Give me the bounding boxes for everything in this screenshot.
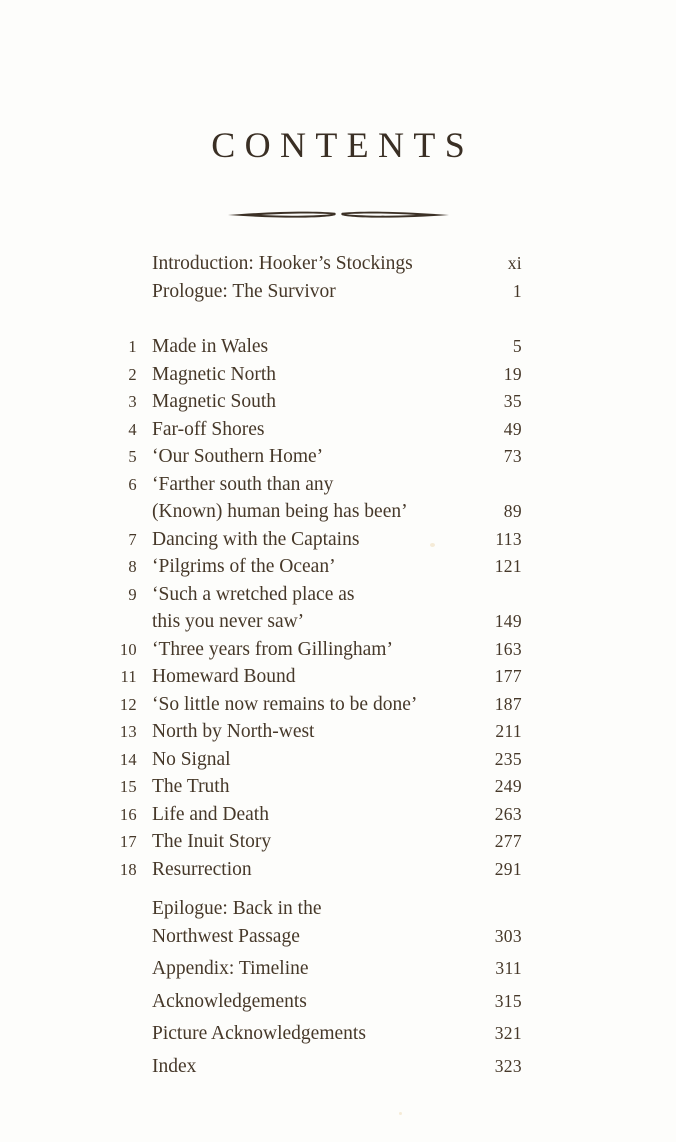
back-matter-entry [110, 955, 522, 983]
chapter-title [152, 718, 480, 746]
chapter-number: 14 [119, 749, 137, 769]
chapter-title [152, 691, 480, 719]
chapter-entry [110, 443, 522, 471]
entry-page-number: 121 [494, 556, 522, 576]
chapter-number: 2 [128, 364, 137, 384]
chapter-title-line: The Truth [152, 776, 230, 797]
chapter-entry [110, 416, 522, 444]
chapter-title [152, 553, 480, 581]
chapter-number: 8 [128, 557, 137, 576]
chapter-title-line: North by North-west [152, 721, 315, 742]
chapter-entry [110, 361, 522, 389]
chapter-number: 1 [128, 337, 137, 356]
chapter-entry [110, 333, 522, 361]
back-matter-entry [110, 1053, 522, 1081]
back-matter-entry [110, 988, 522, 1016]
entry-page-number: 113 [495, 528, 522, 549]
chapter-title-line: Made in Wales [152, 336, 269, 357]
entry-page-number: 303 [494, 925, 522, 946]
back-matter-entry [110, 1020, 522, 1048]
chapter-title [152, 828, 480, 856]
chapter-title-line: Life and Death [152, 803, 269, 825]
chapter-entry [110, 828, 522, 856]
entry-page-number: 163 [494, 638, 522, 659]
chapter-number: 11 [120, 667, 137, 686]
entry-page-number: 187 [494, 693, 522, 714]
entry-title-line: Northwest Passage [152, 925, 300, 947]
entry-page-number: 315 [494, 990, 522, 1011]
entry-page-number: 291 [494, 858, 522, 879]
chapter-entry [110, 801, 522, 829]
chapter-number: 13 [119, 722, 137, 741]
chapter-number: 4 [128, 419, 137, 439]
chapter-list [110, 333, 522, 883]
chapter-entry [110, 691, 522, 719]
chapter-title-line: Dancing with the Captains [152, 528, 360, 550]
spindle-rule-icon [227, 208, 450, 222]
entry-title-line: Appendix: Timeline [152, 958, 309, 979]
entry-page-number: 277 [494, 831, 522, 851]
entry-page-number: 311 [495, 958, 522, 978]
chapter-entry [110, 526, 522, 554]
chapter-title-line: ‘Pilgrims of the Ocean’ [152, 556, 336, 577]
entry-page-number: xi [507, 253, 522, 273]
chapter-title [152, 443, 489, 471]
chapter-number: 17 [119, 832, 137, 851]
entry-page-number: 5 [512, 336, 522, 356]
chapter-number: 15 [119, 777, 137, 796]
chapter-title [152, 333, 498, 361]
chapter-title-line: Magnetic North [152, 363, 277, 385]
chapter-title-line: (Known) human being has been’ [152, 501, 408, 522]
chapter-number: 5 [128, 447, 137, 466]
chapter-title [152, 471, 489, 526]
chapter-entry [110, 746, 522, 774]
chapter-title-line: ‘Such a wretched place as [152, 583, 355, 605]
chapter-number: 16 [119, 804, 137, 824]
page-title: CONTENTS [211, 125, 475, 165]
entry-title [152, 955, 309, 983]
entry-page-number: 35 [503, 391, 522, 411]
chapter-number: 10 [119, 639, 137, 659]
entry-page-number: 19 [503, 363, 522, 384]
chapter-number: 12 [119, 694, 137, 714]
chapter-entry [110, 471, 522, 526]
chapter-entry [110, 718, 522, 746]
chapter-title-line: ‘So little now remains to be done’ [152, 693, 418, 715]
front-matter-list [110, 250, 522, 305]
entry-title [152, 895, 322, 950]
entry-page-number: 89 [503, 501, 522, 521]
chapter-title-line: Magnetic South [152, 391, 277, 412]
entry-page-number: 149 [494, 611, 522, 631]
front-matter-entry [110, 278, 522, 306]
back-matter-entry [110, 895, 522, 950]
entry-page-number: 211 [495, 721, 522, 741]
chapter-title-line: ‘Farther south than any [152, 473, 334, 495]
entry-page-number: 263 [494, 803, 522, 824]
entry-title: Introduction: Hooker’s Stockings [152, 253, 413, 274]
chapter-title-line: ‘Three years from Gillingham’ [152, 638, 393, 660]
chapter-title [152, 801, 480, 829]
front-matter-entry [110, 250, 522, 278]
chapter-entry [110, 388, 522, 416]
chapter-entry [110, 636, 522, 664]
scan-speck [430, 543, 435, 547]
chapter-entry [110, 553, 522, 581]
entry-page-number: 177 [494, 666, 522, 686]
entry-page-number: 321 [494, 1023, 522, 1043]
scan-speck [399, 1112, 402, 1115]
chapter-number: 18 [119, 859, 137, 879]
chapter-title [152, 773, 480, 801]
entry-title-line: Acknowledgements [152, 990, 307, 1012]
chapter-entry [110, 856, 522, 884]
entry-title-line: Index [152, 1055, 197, 1077]
chapter-number: 3 [128, 392, 137, 411]
divider-ornament [227, 208, 450, 222]
chapter-title-line: this you never saw’ [152, 611, 305, 632]
chapter-title-line: The Inuit Story [152, 831, 272, 852]
chapter-title-line: Far-off Shores [152, 418, 265, 440]
chapter-title [152, 581, 480, 636]
chapter-title [152, 416, 489, 444]
chapter-number: 7 [128, 529, 137, 549]
entry-page-number: 73 [503, 446, 522, 466]
entry-page-number: 323 [494, 1055, 522, 1076]
entry-page-number: 235 [494, 748, 522, 769]
entry-title [152, 988, 307, 1016]
entry-page-number: 49 [503, 418, 522, 439]
chapter-title [152, 856, 480, 884]
chapter-title [152, 361, 489, 389]
chapter-entry [110, 663, 522, 691]
entry-title-line: Epilogue: Back in the [152, 898, 322, 919]
chapter-title [152, 526, 480, 554]
chapter-title-line: Homeward Bound [152, 666, 296, 687]
chapter-title-line: ‘Our Southern Home’ [152, 446, 324, 467]
entry-title: Prologue: The Survivor [152, 280, 336, 302]
entry-title [152, 1020, 366, 1048]
chapter-title [152, 636, 480, 664]
chapter-title-line: No Signal [152, 748, 231, 770]
entry-page-number: 249 [494, 776, 522, 796]
entry-title [152, 1053, 196, 1081]
chapter-title [152, 746, 480, 774]
chapter-number: 9 [128, 584, 137, 604]
chapter-title [152, 388, 489, 416]
entry-title-line: Picture Acknowledgements [152, 1023, 366, 1044]
chapter-entry [110, 773, 522, 801]
chapter-entry [110, 581, 522, 636]
back-matter-list [110, 895, 522, 1080]
chapter-title-line: Resurrection [152, 858, 252, 880]
chapter-number: 6 [128, 474, 137, 494]
chapter-title [152, 663, 480, 691]
entry-page-number: 1 [512, 280, 522, 301]
